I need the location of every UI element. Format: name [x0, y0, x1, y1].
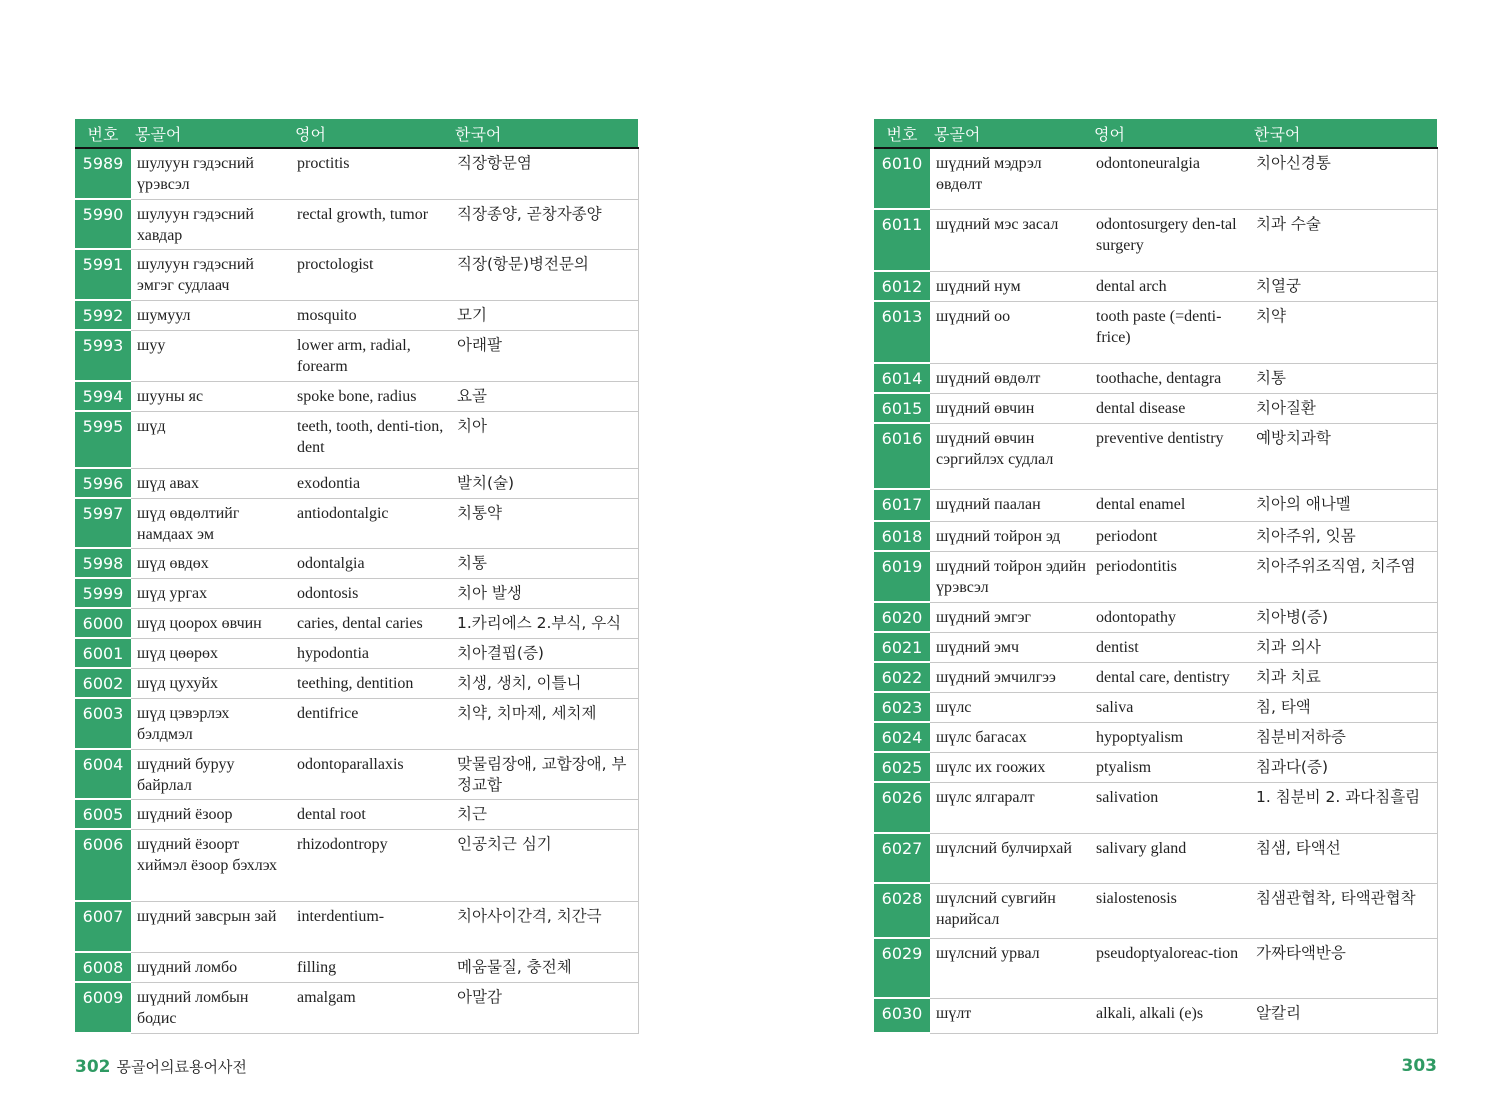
term-english: teething, dentition [291, 668, 451, 698]
term-number: 6017 [874, 489, 930, 521]
term-number: 6015 [874, 393, 930, 423]
table-row [874, 551, 1437, 602]
term-mongolian: шүлсний булчирхай [930, 833, 1090, 883]
term-korean: 1.카리에스 2.부식, 우식 [451, 608, 638, 638]
term-number: 6016 [874, 423, 930, 489]
term-korean: 인공치근 심기 [451, 829, 638, 901]
term-english: amalgam [291, 982, 451, 1033]
table-row [75, 982, 638, 1033]
table-row [75, 578, 638, 608]
term-english: ptyalism [1090, 752, 1250, 782]
term-mongolian: шумуул [131, 300, 291, 330]
term-number: 6009 [75, 982, 131, 1033]
table-row [874, 632, 1437, 662]
left-table-body [75, 148, 638, 1033]
term-number: 5991 [75, 249, 131, 300]
header-korean: 한국어 [451, 119, 638, 148]
term-mongolian: шүдний эмгэг [930, 602, 1090, 632]
term-number: 5989 [75, 148, 131, 199]
table-row [874, 833, 1437, 883]
term-korean: 예방치과학 [1250, 423, 1437, 489]
header-number: 번호 [75, 119, 131, 148]
term-korean: 치과 치료 [1250, 662, 1437, 692]
term-english: pseudoptyaloreac-tion [1090, 938, 1250, 998]
term-english: saliva [1090, 692, 1250, 722]
term-mongolian: шүдний өвчин сэргийлэх судлал [930, 423, 1090, 489]
table-row [75, 952, 638, 982]
term-english: odontoparallaxis [291, 749, 451, 799]
term-number: 5996 [75, 468, 131, 498]
term-number: 6006 [75, 829, 131, 901]
page-number-right: 303 [1401, 1056, 1437, 1076]
term-english: teeth, tooth, denti-tion, dent [291, 411, 451, 468]
header-korean: 한국어 [1250, 119, 1437, 148]
term-number: 5997 [75, 498, 131, 548]
term-mongolian: шулуун гэдэсний хавдар [131, 199, 291, 249]
term-english: dental arch [1090, 271, 1250, 301]
table-row [874, 271, 1437, 301]
term-number: 6029 [874, 938, 930, 998]
table-row [75, 638, 638, 668]
term-number: 5992 [75, 300, 131, 330]
table-row [75, 411, 638, 468]
term-number: 6008 [75, 952, 131, 982]
term-english: odontopathy [1090, 602, 1250, 632]
right-table-body [874, 148, 1437, 1033]
term-mongolian: шүлсний сувгийн нарийсал [930, 883, 1090, 938]
term-number: 6007 [75, 901, 131, 952]
term-korean: 치아 [451, 411, 638, 468]
table-row [874, 692, 1437, 722]
term-mongolian: шүд өвдөлтийг намдаах эм [131, 498, 291, 548]
table-row [75, 300, 638, 330]
table-row [874, 489, 1437, 521]
table-header-row [874, 119, 1437, 148]
term-mongolian: шүд цухуйх [131, 668, 291, 698]
term-korean: 치근 [451, 799, 638, 829]
table-row [75, 548, 638, 578]
term-korean: 치통 [451, 548, 638, 578]
table-row [874, 938, 1437, 998]
term-korean: 알칼리 [1250, 998, 1437, 1033]
term-korean: 치아주위, 잇몸 [1250, 521, 1437, 551]
term-english: spoke bone, radius [291, 381, 451, 411]
term-english: salivation [1090, 782, 1250, 833]
table-row [75, 498, 638, 548]
term-korean: 치통 [1250, 363, 1437, 393]
term-korean: 침과다(증) [1250, 752, 1437, 782]
term-english: odontalgia [291, 548, 451, 578]
term-korean: 1. 침분비 2. 과다침흘림 [1250, 782, 1437, 833]
table-row [75, 799, 638, 829]
table-row [75, 330, 638, 381]
table-row [75, 668, 638, 698]
table-row [874, 209, 1437, 271]
book-title: 몽골어의료용어사전 [116, 1058, 247, 1076]
table-row [75, 829, 638, 901]
term-korean: 치생, 생치, 이틀니 [451, 668, 638, 698]
term-korean: 모기 [451, 300, 638, 330]
table-row [75, 249, 638, 300]
term-english: preventive dentistry [1090, 423, 1250, 489]
term-korean: 메움물질, 충전체 [451, 952, 638, 982]
term-korean: 아래팔 [451, 330, 638, 381]
term-korean: 치통약 [451, 498, 638, 548]
term-number: 6018 [874, 521, 930, 551]
term-mongolian: шүд цэвэрлэх бэлдмэл [131, 698, 291, 749]
term-korean: 침분비저하증 [1250, 722, 1437, 752]
term-number: 6027 [874, 833, 930, 883]
term-english: filling [291, 952, 451, 982]
term-number: 5990 [75, 199, 131, 249]
term-english: dentist [1090, 632, 1250, 662]
term-korean: 침, 타액 [1250, 692, 1437, 722]
term-mongolian: шүд [131, 411, 291, 468]
term-number: 6001 [75, 638, 131, 668]
table-row [874, 393, 1437, 423]
header-number: 번호 [874, 119, 930, 148]
term-mongolian: шүд ургах [131, 578, 291, 608]
term-mongolian: шүдний тойрон эдийн үрэвсэл [930, 551, 1090, 602]
term-mongolian: шүд цоорох өвчин [131, 608, 291, 638]
term-english: dental root [291, 799, 451, 829]
term-number: 6003 [75, 698, 131, 749]
term-number: 6023 [874, 692, 930, 722]
term-korean: 치약 [1250, 301, 1437, 363]
term-number: 6025 [874, 752, 930, 782]
term-korean: 침샘관협착, 타액관협착 [1250, 883, 1437, 938]
term-mongolian: шулуун гэдэсний эмгэг судлаач [131, 249, 291, 300]
term-korean: 요골 [451, 381, 638, 411]
term-number: 6020 [874, 602, 930, 632]
term-mongolian: шүдний ломбын бодис [131, 982, 291, 1033]
term-korean: 치약, 치마제, 세치제 [451, 698, 638, 749]
term-english: antiodontalgic [291, 498, 451, 548]
term-english: odontosurgery den-tal surgery [1090, 209, 1250, 271]
term-korean: 아말감 [451, 982, 638, 1033]
table-row [75, 901, 638, 952]
term-number: 6002 [75, 668, 131, 698]
term-number: 6021 [874, 632, 930, 662]
term-mongolian: шүдний буруу байрлал [131, 749, 291, 799]
term-mongolian: шүдний тойрон эд [930, 521, 1090, 551]
table-row [874, 998, 1437, 1033]
footer-left [75, 1056, 247, 1077]
term-number: 5994 [75, 381, 131, 411]
table-row [874, 752, 1437, 782]
term-korean: 직장(항문)병전문의 [451, 249, 638, 300]
term-number: 6028 [874, 883, 930, 938]
term-korean: 치아사이간격, 치간극 [451, 901, 638, 952]
term-number: 6013 [874, 301, 930, 363]
term-english: proctologist [291, 249, 451, 300]
term-mongolian: шүдний мэс засал [930, 209, 1090, 271]
left-term-table [75, 119, 639, 1034]
term-english: lower arm, radial, forearm [291, 330, 451, 381]
term-mongolian: шүлс багасах [930, 722, 1090, 752]
table-row [874, 883, 1437, 938]
term-korean: 치아신경통 [1250, 148, 1437, 209]
header-mongolian: 몽골어 [930, 119, 1090, 148]
term-korean: 치아질환 [1250, 393, 1437, 423]
term-mongolian: шүдний өвчин [930, 393, 1090, 423]
header-english: 영어 [291, 119, 451, 148]
term-korean: 맞물림장애, 교합장애, 부정교합 [451, 749, 638, 799]
table-row [874, 602, 1437, 632]
term-mongolian: шүдний мэдрэл өвдөлт [930, 148, 1090, 209]
table-row [874, 521, 1437, 551]
term-english: sialostenosis [1090, 883, 1250, 938]
term-number: 6012 [874, 271, 930, 301]
table-header-row [75, 119, 638, 148]
term-number: 5995 [75, 411, 131, 468]
table-row [75, 698, 638, 749]
term-english: periodont [1090, 521, 1250, 551]
table-row [874, 423, 1437, 489]
term-english: odontosis [291, 578, 451, 608]
term-mongolian: шүд цөөрөх [131, 638, 291, 668]
term-english: mosquito [291, 300, 451, 330]
term-number: 6010 [874, 148, 930, 209]
term-mongolian: шүдний өвдөлт [930, 363, 1090, 393]
term-english: salivary gland [1090, 833, 1250, 883]
header-mongolian: 몽골어 [131, 119, 291, 148]
term-english: toothache, dentagra [1090, 363, 1250, 393]
term-english: dentifrice [291, 698, 451, 749]
term-korean: 가짜타액반응 [1250, 938, 1437, 998]
table-row [874, 363, 1437, 393]
term-number: 5998 [75, 548, 131, 578]
table-row [75, 608, 638, 638]
term-mongolian: шүдний завсрын зай [131, 901, 291, 952]
table-row [874, 662, 1437, 692]
term-english: hypodontia [291, 638, 451, 668]
term-english: periodontitis [1090, 551, 1250, 602]
term-mongolian: шүдний эмчилгээ [930, 662, 1090, 692]
term-mongolian: шүлс [930, 692, 1090, 722]
term-number: 6024 [874, 722, 930, 752]
table-row [75, 749, 638, 799]
term-korean: 치아의 애나멜 [1250, 489, 1437, 521]
table-row [75, 468, 638, 498]
table-row [75, 199, 638, 249]
term-mongolian: шүлт [930, 998, 1090, 1033]
term-korean: 직장항문염 [451, 148, 638, 199]
term-korean: 발치(술) [451, 468, 638, 498]
term-korean: 치아 발생 [451, 578, 638, 608]
term-english: hypoptyalism [1090, 722, 1250, 752]
term-english: rhizodontropy [291, 829, 451, 901]
term-mongolian: шүдний ломбо [131, 952, 291, 982]
term-korean: 치아병(증) [1250, 602, 1437, 632]
term-english: caries, dental caries [291, 608, 451, 638]
term-english: dental disease [1090, 393, 1250, 423]
term-english: alkali, alkali (e)s [1090, 998, 1250, 1033]
term-number: 6030 [874, 998, 930, 1033]
term-number: 6014 [874, 363, 930, 393]
term-mongolian: шүдний ёзоор [131, 799, 291, 829]
term-mongolian: шүдний ёзоорт хиймэл ёзоор бэхлэх [131, 829, 291, 901]
term-korean: 직장종양, 곧창자종양 [451, 199, 638, 249]
term-english: rectal growth, tumor [291, 199, 451, 249]
table-row [874, 301, 1437, 363]
term-english: dental care, dentistry [1090, 662, 1250, 692]
term-number: 6019 [874, 551, 930, 602]
term-mongolian: шууны яс [131, 381, 291, 411]
header-english: 영어 [1090, 119, 1250, 148]
table-row [874, 148, 1437, 209]
term-mongolian: шүлсний урвал [930, 938, 1090, 998]
term-english: exodontia [291, 468, 451, 498]
term-mongolian: шүлс ялгаралт [930, 782, 1090, 833]
right-term-table [874, 119, 1438, 1034]
term-mongolian: шүдний эмч [930, 632, 1090, 662]
term-english: proctitis [291, 148, 451, 199]
term-number: 6026 [874, 782, 930, 833]
table-row [874, 722, 1437, 752]
term-mongolian: шүд авах [131, 468, 291, 498]
term-mongolian: шүдний нум [930, 271, 1090, 301]
term-mongolian: шулуун гэдэсний үрэвсэл [131, 148, 291, 199]
term-mongolian: шүлс их гоожих [930, 752, 1090, 782]
term-english: tooth paste (=denti-frice) [1090, 301, 1250, 363]
term-mongolian: шүдний оо [930, 301, 1090, 363]
term-english: odontoneuralgia [1090, 148, 1250, 209]
table-row [75, 148, 638, 199]
term-korean: 치아결핍(증) [451, 638, 638, 668]
term-korean: 침샘, 타액선 [1250, 833, 1437, 883]
table-row [874, 782, 1437, 833]
term-number: 6000 [75, 608, 131, 638]
term-mongolian: шуу [131, 330, 291, 381]
term-korean: 치과 의사 [1250, 632, 1437, 662]
term-number: 5999 [75, 578, 131, 608]
term-number: 6022 [874, 662, 930, 692]
term-korean: 치과 수술 [1250, 209, 1437, 271]
table-row [75, 381, 638, 411]
term-korean: 치열궁 [1250, 271, 1437, 301]
term-number: 6011 [874, 209, 930, 271]
term-english: interdentium- [291, 901, 451, 952]
term-english: dental enamel [1090, 489, 1250, 521]
term-number: 6004 [75, 749, 131, 799]
term-number: 6005 [75, 799, 131, 829]
term-number: 5993 [75, 330, 131, 381]
term-korean: 치아주위조직염, 치주염 [1250, 551, 1437, 602]
term-mongolian: шүдний паалан [930, 489, 1090, 521]
page-number-left: 302 [75, 1057, 111, 1077]
term-mongolian: шүд өвдөх [131, 548, 291, 578]
